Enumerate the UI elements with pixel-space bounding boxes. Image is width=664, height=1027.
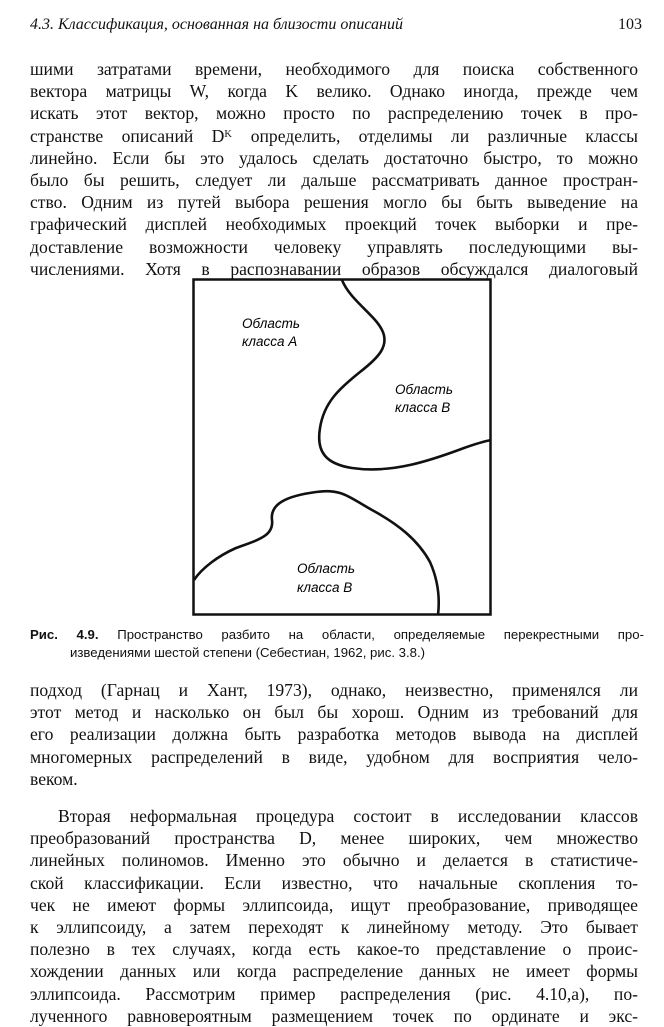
text-line: линейных полиномов. Именно это обычно и делается в статистиче-	[30, 850, 638, 871]
region-a-label-line1: Область	[242, 316, 301, 331]
region-a-label-line2: класса А	[242, 334, 298, 349]
running-header-title: 4.3. Классификация, основанная на близости описаний	[30, 16, 403, 33]
running-header	[30, 16, 642, 42]
text-line: веком.	[30, 768, 78, 789]
caption-text-1: Пространство разбито на области, определяемые перекрестными про-	[117, 627, 644, 642]
paragraph-2	[30, 679, 638, 790]
region-b-right-label-line1: Область	[395, 382, 454, 397]
text-line: искать этот вектор, можно просто по распределению точек в про-	[30, 103, 638, 124]
text-line: этот метод и насколько он был бы хорош. Одним из требований для	[30, 702, 638, 723]
text-line: странстве описаний Dᴷ определить, отделимы ли различные классы	[30, 125, 638, 146]
text-line: Вторая неформальная процедура состоит в исследовании классов	[58, 806, 638, 826]
text-line: графический дисплей необходимых проекций точек выборки и пре-	[30, 214, 638, 235]
paragraph-3	[30, 805, 638, 1027]
caption-label: Рис. 4.9.	[30, 627, 99, 642]
caption-line-1	[30, 626, 644, 644]
region-b-right-label-line2: класса В	[395, 400, 451, 415]
page-number: 103	[618, 16, 642, 33]
text-line: полезно в тех случаях, когда есть какое-то представление о проис-	[30, 939, 638, 960]
paragraph-1	[30, 58, 638, 280]
region-b-bottom-label-line2: класса В	[297, 580, 353, 595]
boundary-curve-bottom	[194, 491, 439, 615]
text-line: ской классификации. Если известно, что начальные скопления то-	[30, 872, 638, 893]
text-line: к эллипсоиду, а затем переходят к линейному методу. Это бывает	[30, 916, 638, 937]
text-line: эллипсоида. Рассмотрим пример распределения (рис. 4.10,а), по-	[30, 983, 638, 1004]
text-line: преобразований пространства D, менее широких, чем множество	[30, 828, 638, 849]
text-line: подход (Гарнац и Хант, 1973), однако, неизвестно, применялся ли	[30, 680, 638, 700]
figure-caption	[30, 626, 644, 662]
text-line: многомерных распределений в виде, удобном для восприятия чело-	[30, 746, 638, 767]
text-line: хождении данных или когда распределение данных не имеет формы	[30, 961, 638, 982]
text-line: ство. Одним из путей выбора решения могло бы быть выведение на	[30, 192, 638, 213]
text-line: чек не имеют формы эллипсоида, ищут преобразование, приводящее	[30, 894, 638, 915]
region-b-bottom-label-line1: Область	[297, 561, 356, 576]
text-line: числениями. Хотя в распознавании образов обсуждался диалоговый	[30, 258, 638, 279]
text-line: было бы решить, следует ли дальше рассматривать данное простран-	[30, 169, 638, 190]
text-line: доставление возможности человеку управлять последующими вы-	[30, 236, 638, 257]
caption-line-2: изведениями шестой степени (Себестиан, 1962, рис. 3.8.)	[70, 645, 426, 660]
text-line: линейно. Если бы это удалось сделать достаточно быстро, то можно	[30, 147, 638, 168]
text-line: лученного равновероятным размещением точек по ординате и экс-	[30, 1005, 638, 1026]
figure-4-9	[192, 278, 492, 616]
text-line: вектора матрицы W, когда K велико. Однако иногда, прежде чем	[30, 81, 638, 102]
text-line: шими затратами времени, необходимого для поиска собственного	[30, 59, 638, 79]
text-line: его реализации должна быть разработка методов вывода на дисплей	[30, 724, 638, 745]
boundary-curve-top	[319, 280, 491, 469]
